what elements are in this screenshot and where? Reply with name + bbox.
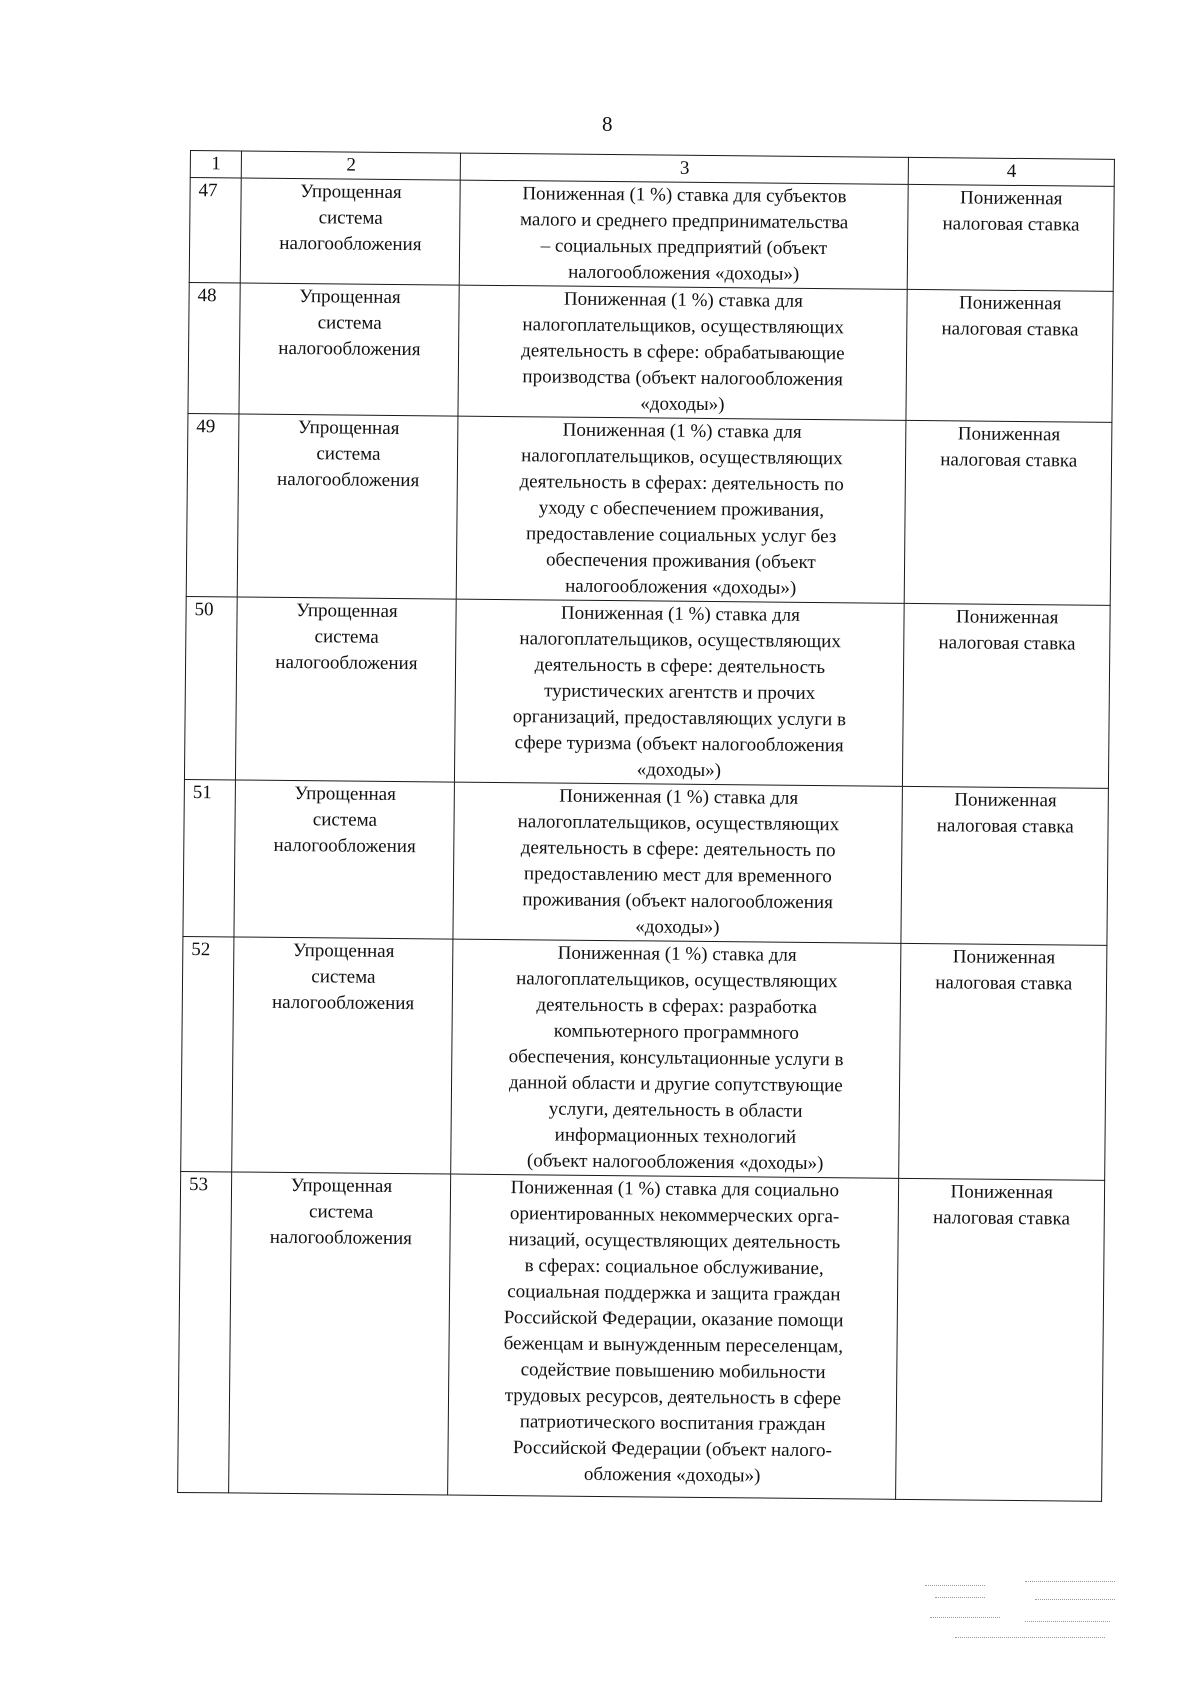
description-line: деятельность в сфере: обрабатывающие: [521, 340, 845, 365]
benefit-type-cell: [908, 184, 1115, 291]
tax-regime-line: Упрощенная: [297, 417, 400, 440]
tax-regime-cell: [236, 597, 457, 782]
tax-regime-cell: [241, 178, 461, 285]
benefit-type-line: налоговая ставка: [938, 632, 1076, 655]
tax-regime-line: система: [317, 312, 382, 334]
description-line: – социальных предприятий (объект: [540, 235, 828, 260]
row-number-cell: 53: [178, 1171, 232, 1492]
header-cell-1: 1: [190, 151, 242, 178]
benefit-type-line: налоговая ставка: [935, 972, 1073, 995]
benefit-type-line: налоговая ставка: [940, 449, 1078, 472]
benefit-type-cell: [906, 289, 1113, 422]
description-line: услуги, деятельность в области: [548, 1098, 803, 1122]
page-number: 8: [601, 112, 613, 136]
header-cell-2: 2: [242, 151, 461, 180]
tax-regime-cell: [239, 283, 459, 416]
description-line: организаций, предоставляющих услуги в: [512, 706, 847, 731]
description-cell: [458, 285, 907, 420]
row-number-cell: 51: [183, 779, 236, 936]
tax-regime-line: налогообложения: [273, 834, 416, 858]
tax-regime-line: налогообложения: [271, 991, 415, 1015]
benefit-type-line: Пониженная: [958, 292, 1062, 315]
description-line: уходу с обеспечением проживания,: [538, 497, 825, 522]
description-line: трудовых ресурсов, деятельность в сфере: [504, 1385, 842, 1410]
description-line: производства (объект налогообложения: [522, 366, 843, 391]
description-line: деятельность в сфере: деятельность: [534, 654, 826, 679]
description-line: данной области и другие сопутствующие: [508, 1072, 843, 1097]
tax-regime-line: Упрощенная: [290, 1175, 393, 1197]
tax-regime-line: Упрощенная: [292, 940, 395, 962]
tax-regime-line: система: [314, 626, 379, 648]
description-line: Российской Федерации (объект налого-: [512, 1437, 833, 1462]
table-row: [178, 1171, 1105, 1501]
description-line: налогоплательщиков, осуществляющих: [521, 445, 843, 470]
description-cell: [453, 782, 903, 943]
benefit-type-cell: [903, 603, 1110, 788]
row-number-cell: 47: [189, 178, 241, 283]
tax-regime-cell: [229, 1172, 451, 1495]
description-line: налогоплательщиков, осуществляющих: [517, 811, 840, 836]
row-number-cell: 50: [184, 596, 237, 779]
tax-regime-line: система: [312, 809, 378, 831]
header-cell-3: 3: [461, 153, 909, 184]
benefit-type-line: Пониженная: [959, 187, 1063, 210]
description-line: социальная поддержка и защита граждан: [507, 1281, 841, 1306]
description-cell: [460, 180, 909, 289]
description-line: налогоплательщиков, осуществляющих: [519, 628, 841, 653]
benefit-type-line: налоговая ставка: [942, 213, 1080, 236]
description-line: туристических агентств и прочих: [544, 680, 816, 705]
description-line: Российской Федерации, оказание помощи: [503, 1307, 844, 1332]
description-line: Пониженная (1 %) ставка для: [559, 785, 799, 809]
description-line: низаций, осуществляющих деятельность: [508, 1229, 841, 1254]
description-line: (объект налогообложения «доходы»): [526, 1150, 824, 1175]
description-line: Пониженная (1 %) ставка для: [560, 602, 801, 626]
description-line: налогоплательщиков, осуществляющих: [522, 314, 845, 339]
table-row: [188, 282, 1113, 422]
row-number-cell: 49: [186, 413, 239, 596]
description-line: беженцам и вынужденным переселенцам,: [503, 1333, 844, 1358]
description-line: налогообложения «доходы»): [565, 575, 797, 599]
description-line: Пониженная (1 %) ставка для: [563, 288, 804, 312]
description-line: «доходы»): [636, 759, 722, 782]
description-line: ориентированных некоммерческих орга-: [509, 1203, 840, 1228]
table-row: [189, 178, 1114, 292]
description-line: Пониженная (1 %) ставка для: [557, 942, 797, 966]
benefit-type-line: Пониженная: [957, 423, 1061, 446]
benefit-type-line: Пониженная: [955, 606, 1059, 629]
description-line: «доходы»): [635, 916, 720, 939]
description-line: проживания (объект налогообложения: [522, 889, 833, 914]
description-line: деятельность в сферах: деятельность по: [519, 471, 844, 496]
tax-rates-table: [177, 150, 1115, 1502]
description-line: Пониженная (1 %) ставка для: [562, 419, 802, 443]
faint-stamp-mark: [915, 1575, 1120, 1645]
description-cell: [455, 599, 905, 786]
tax-regime-line: Упрощенная: [294, 783, 397, 806]
benefit-type-line: налоговая ставка: [936, 815, 1074, 838]
row-number-cell: 52: [181, 936, 235, 1171]
tax-regime-line: система: [318, 207, 383, 229]
header-cell-4: 4: [909, 157, 1115, 186]
description-cell: [448, 1174, 899, 1499]
tax-regime-line: Упрощенная: [300, 181, 402, 204]
description-line: обложения «доходы»): [583, 1463, 761, 1487]
tax-regime-line: система: [308, 1201, 374, 1223]
description-line: сфере туризма (объект налогообложения: [514, 732, 844, 757]
tax-regime-cell: [234, 780, 454, 939]
tax-regime-line: налогообложения: [279, 232, 422, 256]
benefit-type-line: Пониженная: [954, 789, 1057, 812]
tax-regime-line: налогообложения: [275, 651, 418, 675]
description-line: обеспечения проживания (объект: [545, 549, 816, 574]
description-line: «доходы»): [640, 393, 725, 416]
tax-regime-line: налогообложения: [276, 468, 420, 492]
benefit-type-line: Пониженная: [952, 946, 1056, 969]
table-body: [178, 151, 1115, 1502]
table-row: [186, 413, 1112, 605]
table-row: [184, 596, 1110, 788]
table-row: [181, 936, 1107, 1180]
benefit-type-line: Пониженная: [950, 1181, 1054, 1204]
tax-regime-line: Упрощенная: [299, 286, 401, 309]
description-line: деятельность в сфере: деятельность по: [520, 837, 836, 862]
description-line: Пониженная (1 %) ставка для субъектов: [522, 183, 847, 208]
description-cell: [456, 416, 906, 603]
description-line: в сферах: социальное обслуживание,: [524, 1255, 824, 1280]
benefit-type-cell: [901, 786, 1108, 945]
description-line: налогоплательщиков, осуществляющих: [516, 968, 838, 993]
tax-regime-line: система: [316, 443, 381, 465]
description-line: предоставление социальных услуг без: [525, 523, 837, 548]
description-line: компьютерного программного: [553, 1020, 800, 1044]
description-line: патриотического воспитания граждан: [519, 1411, 826, 1436]
tax-regime-line: система: [311, 966, 376, 988]
description-line: налогообложения «доходы»): [568, 261, 800, 285]
table-row: [183, 779, 1108, 945]
description-line: содействие повышению мобильности: [520, 1359, 826, 1384]
tax-regime-line: налогообложения: [269, 1226, 413, 1250]
description-line: обеспечения, консультационные услуги в: [508, 1046, 844, 1071]
row-number-cell: 48: [188, 282, 241, 413]
benefit-type-cell: [899, 943, 1107, 1180]
description-line: информационных технологий: [554, 1124, 797, 1148]
benefit-type-line: налоговая ставка: [941, 318, 1079, 341]
tax-regime-cell: [232, 937, 453, 1174]
benefit-type-cell: [905, 420, 1112, 605]
description-line: Пониженная (1 %) ставка для социально: [510, 1177, 840, 1202]
description-cell: [451, 939, 901, 1178]
benefit-type-cell: [896, 1178, 1105, 1501]
description-line: предоставлению мест для временного: [523, 863, 832, 888]
benefit-type-line: налоговая ставка: [932, 1207, 1071, 1230]
tax-regime-line: Упрощенная: [296, 600, 398, 623]
description-line: малого и среднего предпринимательства: [519, 209, 849, 234]
tax-regime-line: налогообложения: [278, 337, 421, 361]
description-line: деятельность в сферах: разработка: [536, 994, 818, 1019]
tax-regime-cell: [238, 414, 459, 599]
